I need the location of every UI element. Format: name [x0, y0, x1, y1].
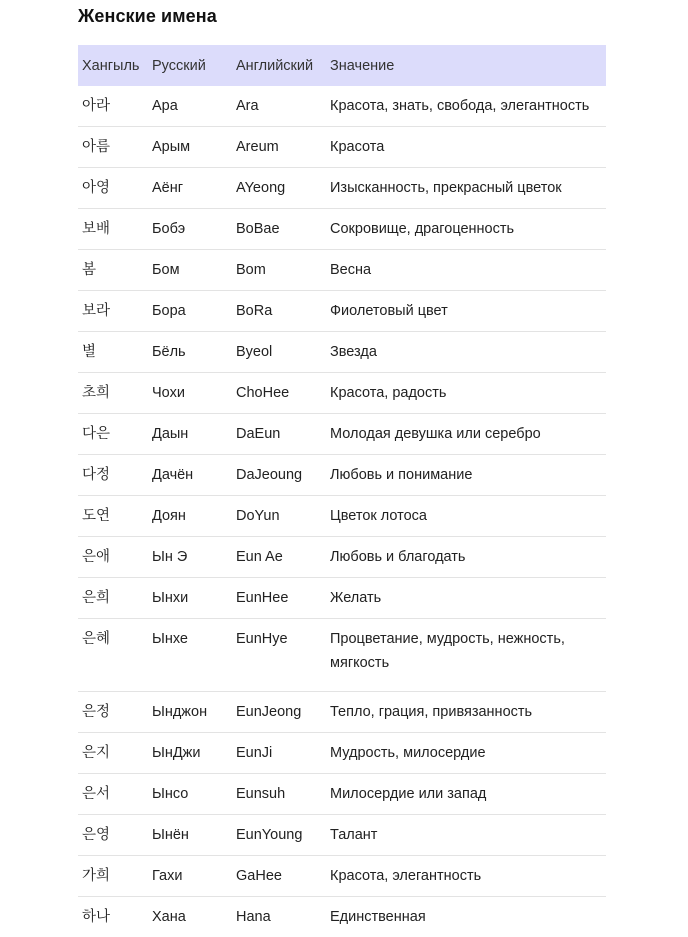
cell-hangul: 은희	[78, 578, 148, 619]
cell-meaning: Сокровище, драгоценность	[326, 209, 606, 250]
cell-hangul: 가희	[78, 856, 148, 897]
table-row	[78, 373, 606, 414]
table-row	[78, 692, 606, 733]
cell-russian: Дачён	[148, 455, 232, 496]
cell-english: ChoHee	[232, 373, 326, 414]
cell-english: Ara	[232, 86, 326, 127]
cell-russian: Бом	[148, 250, 232, 291]
table-row	[78, 815, 606, 856]
cell-english: Eunsuh	[232, 774, 326, 815]
cell-russian: Ынджон	[148, 692, 232, 733]
cell-hangul: 봄	[78, 250, 148, 291]
table-body	[78, 86, 606, 937]
cell-meaning: Красота, знать, свобода, элегантность	[326, 86, 606, 127]
table-row	[78, 496, 606, 537]
cell-hangul: 은서	[78, 774, 148, 815]
cell-hangul: 도연	[78, 496, 148, 537]
cell-hangul: 초희	[78, 373, 148, 414]
cell-hangul: 아라	[78, 86, 148, 127]
cell-meaning: Цветок лотоса	[326, 496, 606, 537]
table-row	[78, 733, 606, 774]
cell-english: EunHye	[232, 619, 326, 692]
cell-hangul: 은영	[78, 815, 148, 856]
cell-english: AYeong	[232, 168, 326, 209]
page-title: Женские имена	[78, 6, 217, 27]
cell-russian: Хана	[148, 897, 232, 937]
cell-hangul: 하나	[78, 897, 148, 937]
table-row	[78, 86, 606, 127]
cell-english: BoRa	[232, 291, 326, 332]
cell-russian: Ынсо	[148, 774, 232, 815]
table-row	[78, 168, 606, 209]
cell-meaning: Тепло, грация, привязанность	[326, 692, 606, 733]
column-header-russian: Русский	[148, 45, 232, 86]
cell-russian: Аёнг	[148, 168, 232, 209]
table-row	[78, 250, 606, 291]
cell-meaning: Процветание, мудрость, нежность, мягкость	[326, 619, 606, 692]
cell-english: GaHee	[232, 856, 326, 897]
cell-russian: Бора	[148, 291, 232, 332]
cell-russian: Дaын	[148, 414, 232, 455]
cell-hangul: 다정	[78, 455, 148, 496]
cell-meaning: Любовь и благодать	[326, 537, 606, 578]
cell-russian: Ынён	[148, 815, 232, 856]
cell-russian: Ара	[148, 86, 232, 127]
cell-meaning: Талант	[326, 815, 606, 856]
cell-meaning: Красота, элегантность	[326, 856, 606, 897]
cell-english: EunYoung	[232, 815, 326, 856]
cell-english: Areum	[232, 127, 326, 168]
cell-meaning: Любовь и понимание	[326, 455, 606, 496]
cell-hangul: 아름	[78, 127, 148, 168]
cell-english: EunHee	[232, 578, 326, 619]
cell-russian: ЫнДжи	[148, 733, 232, 774]
cell-meaning: Красота	[326, 127, 606, 168]
cell-meaning: Молодая девушка или серебро	[326, 414, 606, 455]
cell-english: Eun Ae	[232, 537, 326, 578]
cell-english: DaEun	[232, 414, 326, 455]
cell-meaning: Красота, радость	[326, 373, 606, 414]
cell-english: EunJeong	[232, 692, 326, 733]
cell-russian: Гахи	[148, 856, 232, 897]
table-row	[78, 414, 606, 455]
cell-english: DaJeoung	[232, 455, 326, 496]
cell-english: Hana	[232, 897, 326, 937]
cell-meaning: Звезда	[326, 332, 606, 373]
cell-russian: Ын Э	[148, 537, 232, 578]
cell-meaning: Изысканность, прекрасный цветок	[326, 168, 606, 209]
column-header-hangul: Хангыль	[78, 45, 148, 86]
cell-english: Byeol	[232, 332, 326, 373]
table-row	[78, 332, 606, 373]
names-table	[78, 45, 606, 937]
cell-hangul: 은정	[78, 692, 148, 733]
cell-russian: Доян	[148, 496, 232, 537]
cell-hangul: 은혜	[78, 619, 148, 692]
cell-meaning: Милосердие или запад	[326, 774, 606, 815]
table-row	[78, 619, 606, 692]
cell-meaning: Мудрость, милосердие	[326, 733, 606, 774]
table-row	[78, 856, 606, 897]
table-row	[78, 291, 606, 332]
table-row	[78, 774, 606, 815]
table-row	[78, 578, 606, 619]
cell-english: Bom	[232, 250, 326, 291]
table-row	[78, 897, 606, 937]
cell-hangul: 보라	[78, 291, 148, 332]
cell-meaning: Фиолетовый цвет	[326, 291, 606, 332]
table-row	[78, 537, 606, 578]
cell-english: BoBae	[232, 209, 326, 250]
cell-hangul: 은지	[78, 733, 148, 774]
cell-russian: Чохи	[148, 373, 232, 414]
column-header-english: Английский	[232, 45, 326, 86]
cell-english: EunJi	[232, 733, 326, 774]
cell-russian: Ынхе	[148, 619, 232, 692]
column-header-meaning: Значение	[326, 45, 606, 86]
cell-russian: Ынхи	[148, 578, 232, 619]
table-row	[78, 455, 606, 496]
cell-english: DoYun	[232, 496, 326, 537]
cell-hangul: 다은	[78, 414, 148, 455]
cell-hangul: 보배	[78, 209, 148, 250]
cell-meaning: Единственная	[326, 897, 606, 937]
cell-meaning: Весна	[326, 250, 606, 291]
table-header-row	[78, 45, 606, 86]
table-row	[78, 127, 606, 168]
cell-russian: Арым	[148, 127, 232, 168]
cell-meaning: Желать	[326, 578, 606, 619]
cell-hangul: 은애	[78, 537, 148, 578]
cell-hangul: 아영	[78, 168, 148, 209]
cell-hangul: 별	[78, 332, 148, 373]
cell-russian: Бёль	[148, 332, 232, 373]
cell-russian: Бобэ	[148, 209, 232, 250]
table-row	[78, 209, 606, 250]
